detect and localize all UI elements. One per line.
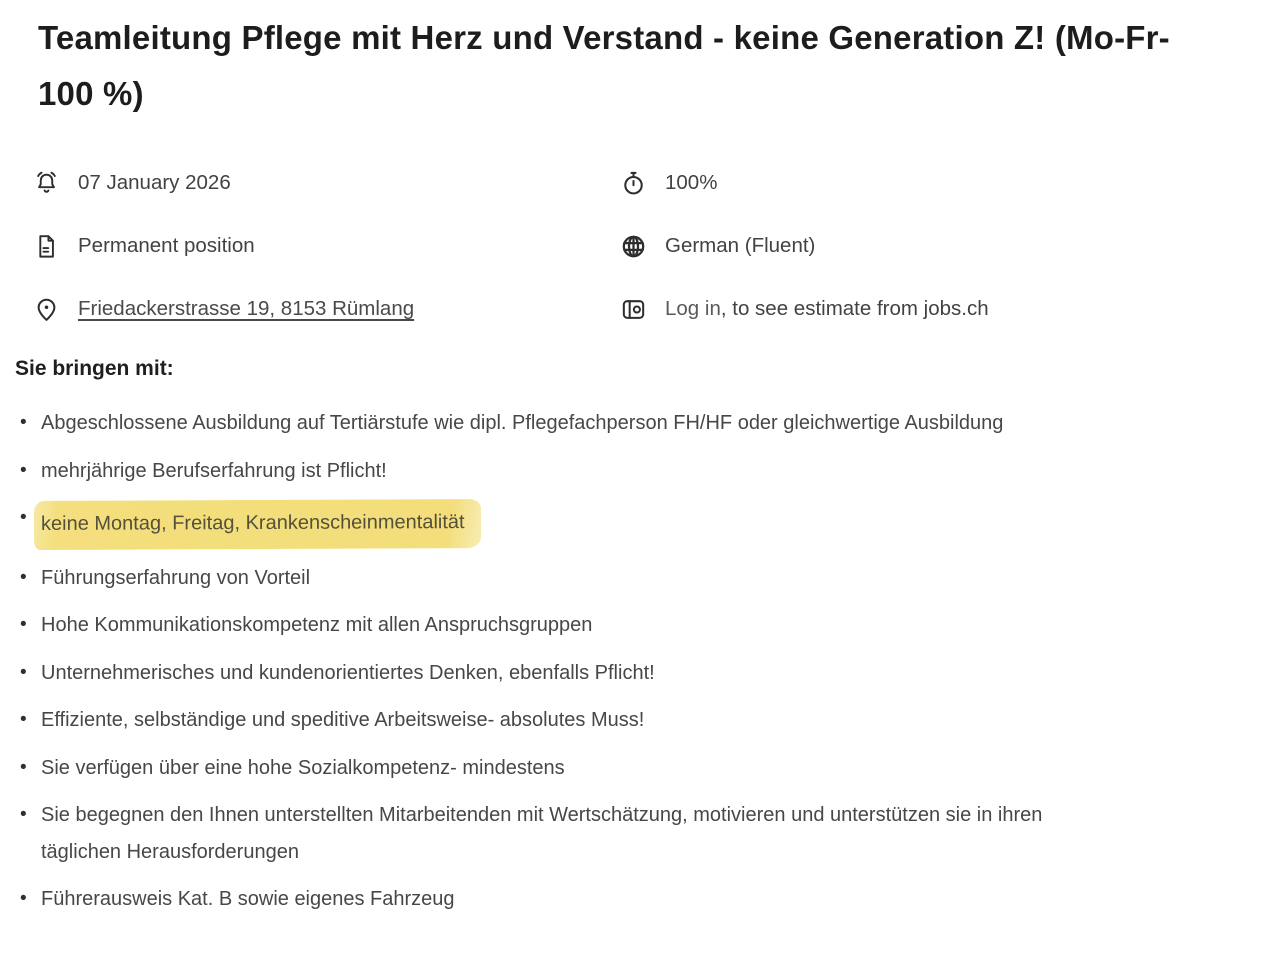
requirements-heading: Sie bringen mit:: [15, 357, 174, 380]
requirement-text: mehrjährige Berufserfahrung ist Pflicht!: [41, 459, 387, 482]
requirement-item-highlighted: [20, 500, 1060, 549]
salary-estimate-label: [665, 297, 989, 321]
requirement-item: [20, 655, 1060, 692]
requirement-text-highlighted: keine Montag, Freitag, Krankenscheinmentalität: [34, 499, 481, 549]
requirement-text: Führerausweis Kat. B sowie eigenes Fahrzeug: [41, 888, 455, 910]
meta-salary-estimate: [620, 294, 1280, 324]
meta-workload: [620, 168, 1280, 198]
requirement-text: Sie verfügen über eine hohe Sozialkompetenz- mindestens: [41, 756, 565, 779]
job-posting-page: [0, 10, 1280, 960]
stopwatch-icon: [620, 170, 647, 197]
requirement-text: Unternehmerisches und kundenorientiertes Denken, ebenfalls Pflicht!: [41, 661, 655, 684]
workload-label: 100%: [665, 171, 718, 194]
meta-contract-type: [33, 231, 620, 261]
requirement-text: Abgeschlossene Ausbildung auf Tertiärstufe wie dipl. Pflegefachperson FH/HF oder gleichwertige Ausbildung: [41, 412, 1004, 434]
contract-type-label: Permanent position: [78, 234, 255, 257]
salary-estimate-rest: , to see estimate from jobs.ch: [720, 297, 989, 320]
requirement-item: [20, 797, 1060, 870]
requirement-text: Effiziente, selbständige und speditive Arbeitsweise- absolutes Muss!: [41, 709, 645, 731]
requirement-text: Hohe Kommunikationskompetenz mit allen Anspruchsgruppen: [41, 614, 593, 636]
language-label: German (Fluent): [665, 234, 816, 257]
bell-ring-icon: [33, 170, 60, 197]
requirement-item: [20, 453, 1060, 490]
requirement-text: Führungserfahrung von Vorteil: [41, 566, 311, 589]
globe-icon: [620, 233, 647, 260]
location-pin-icon: [33, 296, 60, 323]
requirement-item: [20, 405, 1060, 442]
requirement-item: [20, 607, 1060, 644]
requirement-item: [20, 560, 1060, 597]
address-link[interactable]: Friedackerstrasse 19, 8153 Rümlang: [78, 297, 415, 320]
meta-address: [33, 294, 620, 324]
requirement-item: [20, 750, 1060, 787]
login-link[interactable]: Log in: [665, 297, 721, 320]
requirement-text: Sie begegnen den Ihnen unterstellten Mitarbeitenden mit Wertschätzung, motivieren und unterstützen sie in ihren täglichen Herausforderungen: [41, 804, 1043, 863]
meta-language: [620, 231, 1280, 261]
page-title: Teamleitung Pflege mit Herz und Verstand - keine Generation Z! (Mo-Fr- 100 %): [38, 19, 1170, 112]
requirement-item: [20, 881, 1060, 918]
requirements-list: [20, 405, 1060, 918]
requirement-item: [20, 702, 1060, 739]
wallet-icon: [620, 296, 647, 323]
meta-publication-date: [33, 168, 620, 198]
document-icon: [33, 233, 60, 260]
publication-date-label: 07 January 2026: [78, 171, 231, 194]
job-meta-section: [33, 168, 1280, 324]
